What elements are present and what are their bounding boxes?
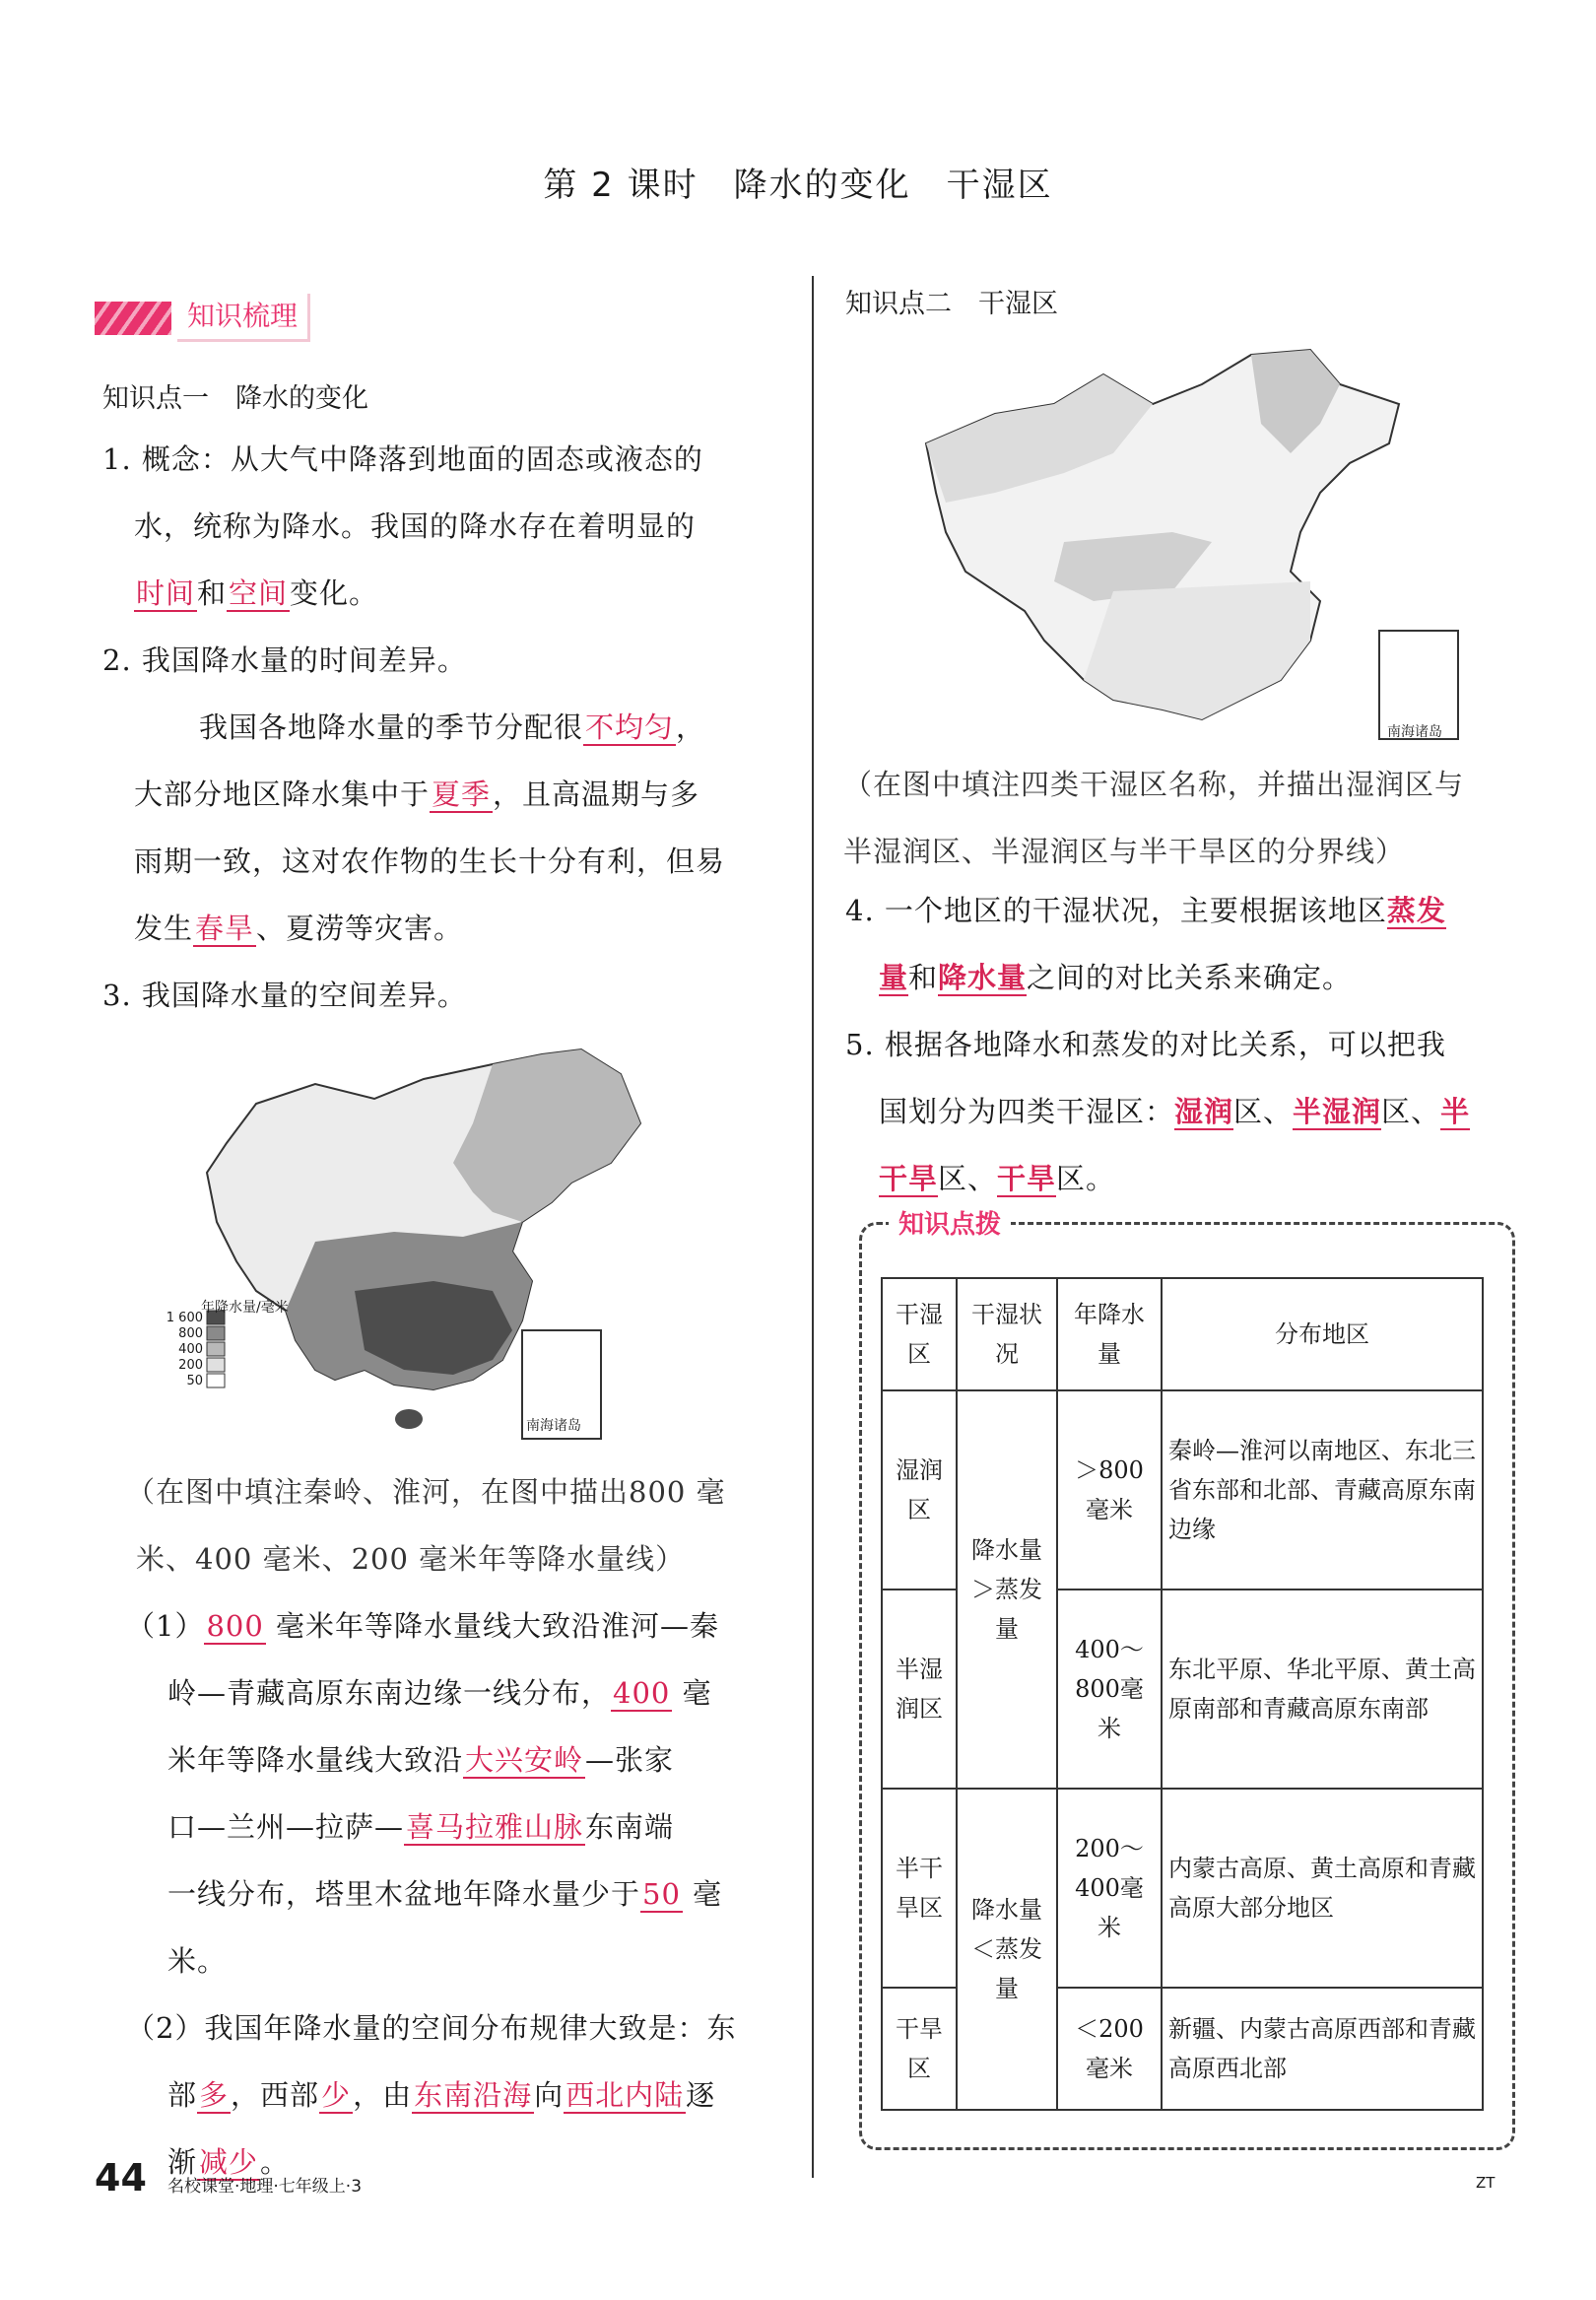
map1-inset-label: 南海诸岛 [526,1418,581,1434]
answer-more: 多 [199,2078,230,2112]
answer-evaporation: 蒸发 [1386,894,1446,927]
answer-precipitation: 降水量 [938,961,1028,994]
sub-1-line1 [126,1592,796,1659]
text: 部 [167,2078,198,2112]
sub-1-line2 [126,1659,796,1726]
text: 口—兰州—拉萨— [167,1810,405,1844]
item-4-5 [845,877,1535,1212]
text: 发生 [134,912,194,945]
item-1-line1: 1. 概念：从大气中降落到地面的固态或液态的 [102,442,703,476]
table-cell: 200～400毫米 [1057,1789,1162,1988]
sub-1-line4 [126,1793,796,1860]
answer-himalaya: 喜马拉雅山脉 [406,1810,584,1844]
item-2-line1 [102,694,782,761]
table-header-cell: 干湿区 [882,1278,957,1390]
text: 和 [197,576,228,610]
stripes-decoration [95,302,171,335]
answer-400: 400 [613,1676,671,1710]
text: 毫米年等降水量线大致沿淮河—秦 [265,1609,720,1643]
legend-swatch-3 [207,1342,225,1356]
legend-swatch-2 [207,1326,225,1340]
precipitation-map [197,1045,660,1458]
legend-label: 1 600 [166,1311,203,1325]
table-header-row [882,1278,1483,1390]
book-info: 名校课堂·地理·七年级上·3 [167,2177,363,2197]
legend-label: 800 [178,1326,203,1341]
item-1 [102,426,782,1029]
text: ， [676,710,706,744]
page-title: 第 2 课时 降水的变化 干湿区 [543,166,1053,205]
table-cell: ＜200毫米 [1057,1988,1162,2110]
item-5-line1: 5. 根据各地降水和蒸发的对比关系，可以把我 [845,1028,1446,1061]
legend-swatch-4 [207,1358,225,1372]
text: 毫 [672,1676,712,1710]
answer-decrease: 减少 [199,2145,259,2179]
legend-label: 400 [178,1342,203,1357]
text: 4. 一个地区的干湿状况，主要根据该地区 [845,894,1387,927]
text: 渐 [167,2145,198,2179]
item-3-head: 3. 我国降水量的空间差异。 [102,979,467,1012]
item-2-head: 2. 我国降水量的时间差异。 [102,643,467,677]
table-cell: 半湿润区 [882,1590,957,1789]
item-2-line2 [102,761,782,828]
table-row [882,1390,1483,1590]
table-cell: 干旱区 [882,1988,957,2110]
table-cell: 400～800毫米 [1057,1590,1162,1789]
map1-caption [126,1458,796,1592]
table-cell-status: 降水量＞蒸发量 [957,1390,1057,1789]
text: 我国各地降水量的季节分配很 [199,710,584,744]
sub-2-line2 [126,2062,796,2129]
caption-line2: 米、400 毫米、200 毫米年等降水量线） [136,1542,686,1576]
answer-semi-arid-cont: 干旱 [879,1162,939,1195]
text: 岭—青藏高原东南边缘一线分布， [167,1676,612,1710]
legend-title: 年降水量/毫米 [201,1300,289,1316]
legend-swatch-5 [207,1374,225,1387]
dry-wet-table [881,1277,1484,2111]
answer-northwest-inland: 西北内陆 [565,2078,685,2112]
sub-2-line1: （2）我国年降水量的空间分布规律大致是：东 [126,2011,737,2045]
section-tag-label: 知识梳理 [177,294,310,342]
text: 大部分地区降水集中于 [134,778,431,811]
text: 国划分为四类干湿区： [879,1095,1175,1128]
text: 之间的对比关系来确定。 [1027,961,1353,994]
answer-uneven: 不均匀 [585,710,675,744]
answer-semi-arid: 半 [1440,1095,1471,1128]
text: —张家 [585,1743,675,1777]
item-4-line1 [845,877,1535,944]
text: 逐 [686,2078,716,2112]
answer-humid: 湿润 [1174,1095,1234,1128]
item-1-line3 [102,560,782,627]
answer-daxinganling: 大兴安岭 [465,1743,584,1777]
legend-labels [166,1311,203,1389]
table-row [882,1789,1483,1988]
text: 米年等降水量线大致沿 [167,1743,464,1777]
text: ，西部 [231,2078,320,2112]
page-number: 44 [95,2156,147,2199]
sub-1 [126,1592,796,2196]
table-header-cell: 分布地区 [1162,1278,1483,1390]
sub-1-line3 [126,1726,796,1793]
map2-caption [843,751,1533,885]
item-4-line2 [845,944,1535,1011]
dry-wet-zone-map [916,345,1468,749]
caption-line1: （在图中填注秦岭、淮河，在图中描出800 毫 [126,1475,726,1509]
item-5-line3 [845,1145,1535,1212]
text: 区。 [1056,1162,1116,1195]
text: 区、 [1381,1095,1441,1128]
text: 区、 [1233,1095,1294,1128]
answer-spring-drought: 春旱 [195,912,255,945]
legend-label: 200 [178,1358,203,1373]
item-2-line3: 雨期一致，这对农作物的生长十分有利，但易 [134,845,726,878]
table-cell-status: 降水量＜蒸发量 [957,1789,1057,2110]
table-cell: 新疆、内蒙古高原西部和青藏高原西北部 [1162,1988,1483,2110]
table-cell: 半干旱区 [882,1789,957,1988]
table-cell: ＞800毫米 [1057,1390,1162,1590]
text: 向 [534,2078,565,2112]
item-5-line2 [845,1078,1535,1145]
text: 区、 [938,1162,998,1195]
column-divider [812,276,814,2178]
footer-code: ZT [1476,2174,1496,2192]
map2-inset-label: 南海诸岛 [1387,724,1442,740]
answer-arid: 干旱 [997,1162,1057,1195]
answer-space: 空间 [229,576,289,610]
answer-southeast-coast: 东南沿海 [414,2078,533,2112]
item-1-line2: 水，统称为降水。我国的降水存在着明显的 [134,509,697,543]
answer-summer: 夏季 [432,778,492,811]
item-2-line4 [102,895,782,962]
answer-time: 时间 [136,576,196,610]
text: 东南端 [585,1810,675,1844]
answer-50: 50 [642,1877,681,1911]
section-tag [95,294,341,343]
tip-box-title: 知识点拨 [889,1204,1011,1241]
caption2-line2: 半湿润区、半湿润区与半干旱区的分界线） [843,835,1406,868]
map2-region-humid [1084,581,1310,719]
table-header-cell: 年降水量 [1057,1278,1162,1390]
map-island-hainan [395,1409,423,1429]
sub-1-line6: 米。 [167,1944,228,1978]
text: ，且高温期与多 [493,778,700,811]
text: 一线分布，塔里木盆地年降水量少于 [167,1877,641,1911]
answer-evaporation-cont: 量 [879,961,909,994]
text: （1） [126,1609,205,1643]
table-cell: 秦岭—淮河以南地区、东北三省东部和北部、青藏高原东南边缘 [1162,1390,1483,1590]
knowledge-point-1-title: 知识点一 降水的变化 [102,383,368,414]
knowledge-point-2-title: 知识点二 干湿区 [845,289,1058,319]
answer-less: 少 [321,2078,352,2112]
sub-1-line5 [126,1860,796,1928]
table-cell: 内蒙古高原、黄土高原和青藏高原大部分地区 [1162,1789,1483,1988]
text: 变化。 [290,576,379,610]
answer-800: 800 [206,1609,264,1643]
text: 。 [260,2145,291,2179]
text: 毫 [682,1877,723,1911]
text: ，由 [353,2078,413,2112]
table-header-cell: 干湿状况 [957,1278,1057,1390]
table-cell: 东北平原、华北平原、黄土高原南部和青藏高原东南部 [1162,1590,1483,1789]
text: 、夏涝等灾害。 [256,912,464,945]
answer-semi-humid: 半湿润 [1293,1095,1382,1128]
caption2-line1: （在图中填注四类干湿区名称，并描出湿润区与 [843,768,1465,801]
table-cell: 湿润区 [882,1390,957,1590]
legend-label: 50 [186,1374,203,1388]
text: 和 [908,961,939,994]
